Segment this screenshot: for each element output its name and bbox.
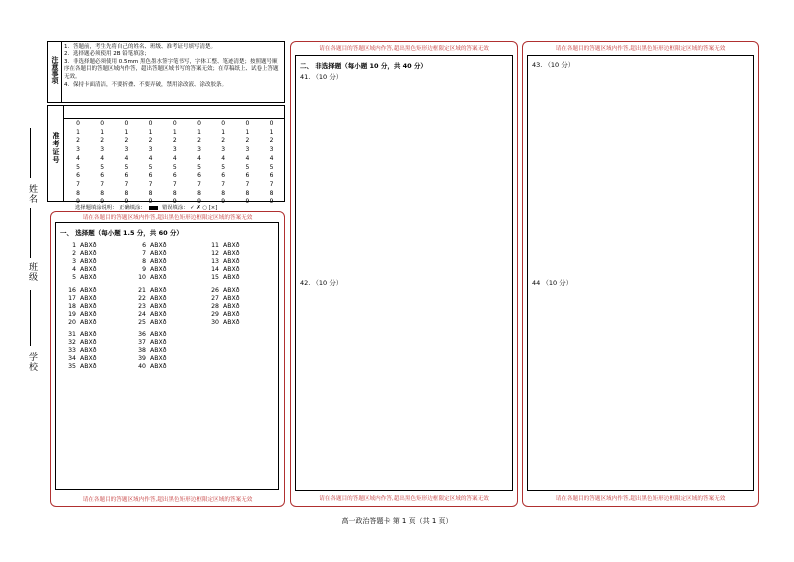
exam-id-digit-bubble[interactable]: 7 (269, 180, 274, 188)
mc-question-row[interactable] (64, 303, 97, 311)
notice-item: 3．非选择题必须使用 0.5mm 黑色墨水签字笔书写，字体工整、笔迹清楚；按照题号顺序在各题目的答题区域内作答，超出答题区域书写的答案无效；在草稿纸上、试卷上答题无效。 (64, 58, 279, 80)
option-bubbles[interactable]: ABXð (150, 295, 167, 303)
exam-id-digit-bubble[interactable]: 9 (197, 198, 201, 206)
exam-id-digit-bubble[interactable]: 8 (197, 189, 201, 197)
exam-id-digit-bubble[interactable]: 2 (197, 137, 201, 145)
school-label: 学校 (27, 352, 37, 372)
exam-id-digit-bubble[interactable]: 4 (221, 154, 226, 162)
mc-question-row[interactable] (134, 355, 167, 363)
exam-id-digit-bubble[interactable]: 6 (148, 172, 153, 180)
mc-question-group (64, 242, 97, 282)
mc-question-row[interactable] (134, 339, 167, 347)
option-bubbles[interactable]: ABXð (80, 303, 97, 311)
option-bubbles[interactable]: ABXð (80, 287, 97, 294)
mc-question-group (64, 287, 97, 327)
option-bubbles[interactable]: ABXð (80, 355, 97, 363)
option-bubbles[interactable]: ABXð (150, 250, 167, 258)
question-number: 24 (138, 311, 146, 319)
exam-id-digit-bubble[interactable]: 3 (172, 146, 177, 154)
option-bubbles[interactable]: ABXð (80, 295, 97, 303)
exam-id-digit-bubble[interactable]: 6 (76, 172, 80, 180)
exam-id-digit-bubble[interactable]: 7 (172, 180, 177, 188)
option-bubbles[interactable]: ABXð (80, 311, 97, 319)
question-number: 12 (211, 250, 219, 258)
mc-question-row[interactable] (134, 258, 167, 266)
fill-wrong-label: 错误填涂： (161, 205, 189, 211)
question-number: 17 (68, 295, 76, 303)
exam-id-digit-bubble[interactable]: 1 (197, 128, 201, 136)
exam-id-digit-bubble[interactable]: 1 (172, 128, 177, 136)
question-number: 39 (138, 355, 146, 363)
exam-id-digit-bubble[interactable]: 8 (245, 189, 250, 197)
option-bubbles[interactable]: ABXð (150, 311, 167, 319)
mc-question-group (134, 242, 167, 282)
exam-id-digit-bubble[interactable]: 2 (100, 137, 105, 145)
question-42: 42. （10 分） (300, 279, 343, 287)
mc-question-group (64, 331, 97, 371)
option-bubbles[interactable]: ABXð (80, 250, 97, 258)
option-bubbles[interactable]: ABXð (150, 274, 167, 282)
question-number: 6 (142, 242, 146, 249)
exam-id-digit-bubble[interactable]: 3 (221, 146, 226, 154)
exam-id-digit-bubble[interactable]: 5 (172, 163, 177, 171)
question-number: 26 (211, 287, 219, 294)
mc-question-row[interactable] (207, 266, 240, 274)
exam-id-digit-bubble[interactable]: 2 (221, 137, 226, 145)
question-number: 20 (68, 319, 76, 327)
mc-question-row[interactable] (134, 295, 167, 303)
exam-id-digit-bubble[interactable]: 8 (172, 189, 177, 197)
question-number: 37 (138, 339, 146, 347)
mc-question-row[interactable] (134, 242, 167, 250)
mc-question-group (134, 287, 167, 327)
exam-id-digit-bubble[interactable]: 0 (269, 120, 274, 127)
question-number: 9 (142, 266, 146, 274)
filled-bubble-icon (149, 206, 158, 210)
exam-id-digit-bubble[interactable]: 6 (100, 172, 105, 180)
mc-question-group (207, 242, 240, 282)
mc-question-row[interactable] (64, 311, 97, 319)
option-bubbles[interactable]: ABXð (80, 347, 97, 355)
exam-id-digit-bubble[interactable]: 0 (245, 120, 250, 127)
mc-question-row[interactable] (64, 363, 97, 371)
class-label: 班级 (27, 262, 37, 282)
mc-question-row[interactable] (207, 295, 240, 303)
warning-text: 请在各题目的答题区域内作答,超出黑色矩形边框限定区域的答案无效 (319, 46, 489, 52)
question-number: 29 (211, 311, 219, 319)
question-number: 3 (72, 258, 76, 266)
question-number: 10 (138, 274, 146, 282)
page-footer: 高一政治答题卡 第 1 页（共 1 页） (341, 517, 453, 525)
option-bubbles[interactable]: ABXð (150, 287, 167, 294)
question-number: 19 (68, 311, 76, 319)
exam-id-digit-bubble[interactable]: 5 (124, 163, 129, 171)
mc-question-group (207, 287, 240, 327)
warning-text: 请在各题目的答题区域内作答,超出黑色矩形边框限定区域的答案无效 (82, 497, 253, 503)
mc-question-row[interactable] (207, 258, 240, 266)
mc-question-row[interactable] (64, 250, 97, 258)
mc-question-row[interactable] (134, 311, 167, 319)
question-number: 40 (138, 363, 146, 371)
option-bubbles[interactable]: ABXð (223, 319, 240, 327)
exam-id-digit-bubble[interactable]: 8 (148, 189, 153, 197)
exam-id-digit-bubble[interactable]: 7 (100, 180, 105, 188)
mc-question-row[interactable] (207, 303, 240, 311)
section1-title: 一、 选择题（每小题 1.5 分，共 60 分） (60, 229, 183, 237)
exam-id-digit-bubble[interactable]: 6 (221, 172, 226, 180)
mc-question-row[interactable] (134, 266, 167, 274)
question-number: 36 (138, 331, 146, 338)
question-number: 2 (72, 250, 76, 258)
option-bubbles[interactable]: ABXð (80, 331, 97, 338)
notice-item: 1．答题前，考生先将自己的姓名、班级、准考证号填写清楚。 (64, 44, 217, 50)
exam-id-digit-bubble[interactable]: 0 (172, 120, 177, 127)
section2-title: 二、 非选择题（每小题 10 分，共 40 分） (300, 62, 427, 70)
name-line (30, 128, 31, 178)
option-bubbles[interactable]: ABXð (150, 319, 167, 327)
question-number: 14 (211, 266, 219, 274)
fill-correct-label: 正确填涂： (119, 205, 146, 211)
exam-id-digit-bubble[interactable]: 1 (245, 128, 250, 136)
option-bubbles[interactable]: ABXð (150, 355, 167, 363)
exam-id-digit-bubble[interactable]: 4 (269, 154, 274, 162)
exam-id-digit-bubble[interactable]: 0 (100, 120, 105, 127)
exam-id-digit-bubble[interactable]: 1 (148, 128, 153, 136)
exam-id-digit-bubble[interactable]: 8 (221, 189, 226, 197)
option-bubbles[interactable]: ABXð (150, 331, 167, 338)
option-bubbles[interactable]: ABXð (223, 311, 240, 319)
exam-id-digit-bubble[interactable]: 4 (172, 154, 177, 162)
mc-question-group (134, 331, 167, 371)
exam-id-digit-bubble[interactable]: 5 (100, 163, 105, 171)
fill-example-label: 选择题填涂说明： (75, 205, 118, 211)
exam-id-digit-column[interactable] (98, 120, 106, 207)
option-bubbles[interactable]: ABXð (223, 295, 240, 303)
exam-id-digit-bubble[interactable]: 7 (221, 180, 226, 188)
mc-question-row[interactable] (64, 339, 97, 347)
mc-question-row[interactable] (207, 274, 240, 282)
question-number: 30 (211, 319, 219, 327)
exam-id-digit-bubble[interactable]: 2 (245, 137, 250, 145)
mc-question-row[interactable] (64, 295, 97, 303)
question-number: 15 (211, 274, 219, 282)
mc-question-row[interactable] (64, 258, 97, 266)
question-number: 21 (138, 287, 146, 294)
exam-id-digit-column[interactable] (171, 120, 179, 207)
option-bubbles[interactable]: ABXð (223, 287, 240, 294)
question-number: 13 (211, 258, 219, 266)
question-number: 16 (68, 287, 76, 294)
essay-box-right (527, 55, 754, 491)
option-bubbles[interactable]: ABXð (150, 266, 167, 274)
question-number: 7 (142, 250, 146, 258)
mc-question-row[interactable] (64, 331, 97, 339)
question-number: 33 (68, 347, 76, 355)
class-line (30, 208, 31, 258)
exam-id-digit-bubble[interactable]: 0 (221, 120, 226, 127)
mc-question-row[interactable] (134, 287, 167, 295)
question-number: 18 (68, 303, 76, 311)
mc-question-row[interactable] (207, 287, 240, 295)
option-bubbles[interactable]: ABXð (150, 258, 167, 266)
option-bubbles[interactable]: ABXð (223, 303, 240, 311)
option-bubbles[interactable]: ABXð (80, 319, 97, 327)
name-label: 姓名 (27, 184, 37, 204)
mc-question-row[interactable] (64, 266, 97, 274)
mc-question-row[interactable] (134, 319, 167, 327)
question-number: 32 (68, 339, 76, 347)
warning-text: 请在各题目的答题区域内作答,超出黑色矩形边框限定区域的答案无效 (555, 496, 726, 502)
option-bubbles[interactable]: ABXð (223, 242, 240, 249)
mc-question-row[interactable] (207, 250, 240, 258)
exam-id-digit-bubble[interactable]: 2 (172, 137, 177, 145)
exam-id-digit-bubble[interactable]: 9 (148, 198, 153, 206)
exam-id-digit-bubble[interactable]: 9 (100, 198, 105, 206)
notice-item: 2．选择题必须使用 2B 铅笔填涂； (64, 51, 150, 58)
question-number: 34 (68, 355, 76, 363)
exam-id-digit-bubble[interactable]: 2 (76, 137, 80, 145)
exam-id-digit-bubble[interactable]: 9 (269, 198, 274, 206)
option-bubbles[interactable]: ABXð (80, 363, 97, 371)
exam-id-digit-bubble[interactable]: 7 (148, 180, 153, 188)
question-number: 31 (68, 331, 76, 338)
question-44: 44 （10 分） (532, 279, 573, 287)
exam-id-write-row (63, 118, 285, 119)
exam-id-digit-bubble[interactable]: 3 (245, 146, 250, 154)
warning-text: 请在各题目的答题区域内作答,超出黑色矩形边框限定区域的答案无效 (555, 46, 726, 52)
exam-id-digit-bubble[interactable]: 9 (221, 198, 226, 206)
option-bubbles[interactable]: ABXð (80, 274, 97, 282)
exam-id-digit-bubble[interactable]: 7 (245, 180, 250, 188)
option-bubbles[interactable]: ABXð (80, 266, 97, 274)
exam-id-digit-bubble[interactable]: 3 (148, 146, 153, 154)
essay-box-middle (295, 55, 513, 491)
exam-id-digit-column[interactable] (243, 120, 251, 207)
exam-id-digit-bubble[interactable]: 1 (76, 128, 80, 136)
exam-id-digit-bubble[interactable]: 9 (76, 198, 80, 206)
exam-id-digit-bubble[interactable]: 5 (148, 163, 153, 171)
question-43: 43. （10 分） (532, 61, 575, 69)
question-number: 8 (142, 258, 146, 266)
exam-id-digit-bubble[interactable]: 4 (100, 154, 105, 162)
option-bubbles[interactable]: ABXð (150, 242, 167, 249)
exam-id-digit-bubble[interactable]: 5 (76, 163, 80, 171)
exam-id-digit-bubble[interactable]: 7 (124, 180, 129, 188)
mc-question-row[interactable] (134, 303, 167, 311)
option-bubbles[interactable]: ABXð (80, 339, 97, 347)
exam-id-digit-bubble[interactable]: 2 (124, 137, 129, 145)
exam-id-digit-bubble[interactable]: 3 (269, 146, 274, 154)
mc-question-row[interactable] (64, 274, 97, 282)
exam-id-digit-bubble[interactable]: 0 (197, 120, 201, 127)
exam-id-digit-bubble[interactable]: 5 (197, 163, 201, 171)
exam-id-digit-bubble[interactable]: 6 (124, 172, 129, 180)
option-bubbles[interactable]: ABXð (80, 258, 97, 266)
question-number: 4 (72, 266, 76, 274)
exam-id-digit-bubble[interactable]: 9 (124, 198, 129, 206)
question-number: 1 (72, 242, 76, 249)
exam-id-digit-bubble[interactable]: 9 (245, 198, 250, 206)
option-bubbles[interactable]: ABXð (150, 303, 167, 311)
mc-question-row[interactable] (64, 287, 97, 295)
mc-question-row[interactable] (207, 242, 240, 250)
fill-example (75, 203, 217, 211)
exam-id-digit-bubble[interactable]: 8 (269, 189, 274, 197)
option-bubbles[interactable]: ABXð (150, 363, 167, 371)
exam-id-digit-bubble[interactable]: 2 (269, 137, 274, 145)
exam-id-digit-bubble[interactable]: 6 (269, 172, 274, 180)
exam-id-digit-bubble[interactable]: 0 (76, 120, 80, 127)
exam-id-digit-bubble[interactable]: 1 (100, 128, 105, 136)
exam-id-digit-bubble[interactable]: 8 (100, 189, 105, 197)
exam-id-digit-bubble[interactable]: 4 (245, 154, 250, 162)
exam-id-digit-bubble[interactable]: 0 (148, 120, 153, 127)
notice-title: 注意事项 (51, 56, 59, 84)
exam-id-digit-bubble[interactable]: 3 (124, 146, 129, 154)
mc-question-row[interactable] (134, 347, 167, 355)
exam-id-digit-column[interactable] (268, 120, 276, 207)
question-number: 27 (211, 295, 219, 303)
exam-id-digit-bubble[interactable]: 3 (100, 146, 105, 154)
mc-question-row[interactable] (64, 347, 97, 355)
exam-id-label: 准考证号 (52, 132, 60, 164)
option-bubbles[interactable]: ABXð (80, 242, 97, 249)
exam-id-digit-column[interactable] (122, 120, 130, 207)
exam-id-digit-bubble[interactable]: 5 (221, 163, 226, 171)
exam-id-digit-bubble[interactable]: 5 (245, 163, 250, 171)
exam-id-digit-bubble[interactable]: 9 (172, 198, 177, 206)
question-number: 22 (138, 295, 146, 303)
notice-list (64, 44, 282, 89)
mc-question-row[interactable] (134, 331, 167, 339)
exam-id-digit-column[interactable] (219, 120, 227, 207)
mc-question-row[interactable] (207, 311, 240, 319)
exam-id-digit-bubble[interactable]: 6 (197, 172, 201, 180)
question-number: 25 (138, 319, 146, 327)
mc-question-row[interactable] (134, 250, 167, 258)
exam-id-digit-bubble[interactable]: 2 (148, 137, 153, 145)
question-number: 23 (138, 303, 146, 311)
exam-id-digit-bubble[interactable]: 1 (124, 128, 129, 136)
question-41: 41. （10 分） (300, 73, 343, 81)
mc-question-row[interactable] (207, 319, 240, 327)
exam-id-digit-bubble[interactable]: 4 (148, 154, 153, 162)
exam-id-digit-bubble[interactable]: 4 (124, 154, 129, 162)
exam-id-digit-bubble[interactable]: 7 (197, 180, 201, 188)
mc-question-row[interactable] (134, 274, 167, 282)
wrong-marks-icon: ✓ ✗ ○ [×] (190, 205, 218, 211)
exam-id-digit-column[interactable] (195, 120, 203, 207)
mc-question-row[interactable] (134, 363, 167, 371)
exam-id-digit-column[interactable] (147, 120, 155, 207)
exam-id-digit-bubble[interactable]: 7 (76, 180, 80, 188)
school-line (30, 290, 31, 346)
mc-question-row[interactable] (64, 355, 97, 363)
option-bubbles[interactable]: ABXð (150, 347, 167, 355)
mc-question-row[interactable] (64, 319, 97, 327)
exam-id-digit-bubble[interactable]: 1 (221, 128, 226, 136)
warning-text: 请在各题目的答题区域内作答,超出黑色矩形边框限定区域的答案无效 (82, 215, 253, 221)
exam-id-digit-bubble[interactable]: 0 (124, 120, 129, 127)
question-number: 5 (72, 274, 76, 282)
exam-id-digit-bubble[interactable]: 6 (245, 172, 250, 180)
question-number: 35 (68, 363, 76, 371)
exam-id-digit-bubble[interactable]: 4 (197, 154, 201, 162)
exam-id-digit-bubble[interactable]: 1 (269, 128, 274, 136)
option-bubbles[interactable]: ABXð (223, 274, 240, 282)
option-bubbles[interactable]: ABXð (223, 258, 240, 266)
mc-question-row[interactable] (64, 242, 97, 250)
exam-id-digit-bubble[interactable]: 3 (76, 146, 80, 154)
exam-id-digit-column[interactable] (74, 120, 82, 207)
exam-id-digit-bubble[interactable]: 5 (269, 163, 274, 171)
exam-id-digit-bubble[interactable]: 4 (76, 154, 80, 162)
question-number: 38 (138, 347, 146, 355)
warning-text: 请在各题目的答题区域内作答,超出黑色矩形边框限定区域的答案无效 (319, 496, 489, 502)
option-bubbles[interactable]: ABXð (223, 266, 240, 274)
exam-id-digit-bubble[interactable]: 6 (172, 172, 177, 180)
option-bubbles[interactable]: ABXð (223, 250, 240, 258)
question-number: 11 (211, 242, 219, 249)
option-bubbles[interactable]: ABXð (150, 339, 167, 347)
question-number: 28 (211, 303, 219, 311)
notice-item: 4．保持卡面清洁，不要折叠、不要弄破，禁用涂改液、涂改胶条。 (64, 82, 228, 89)
exam-id-digit-bubble[interactable]: 3 (197, 146, 201, 154)
exam-id-digit-bubble[interactable]: 8 (124, 189, 129, 197)
exam-id-digit-bubble[interactable]: 8 (76, 189, 80, 197)
